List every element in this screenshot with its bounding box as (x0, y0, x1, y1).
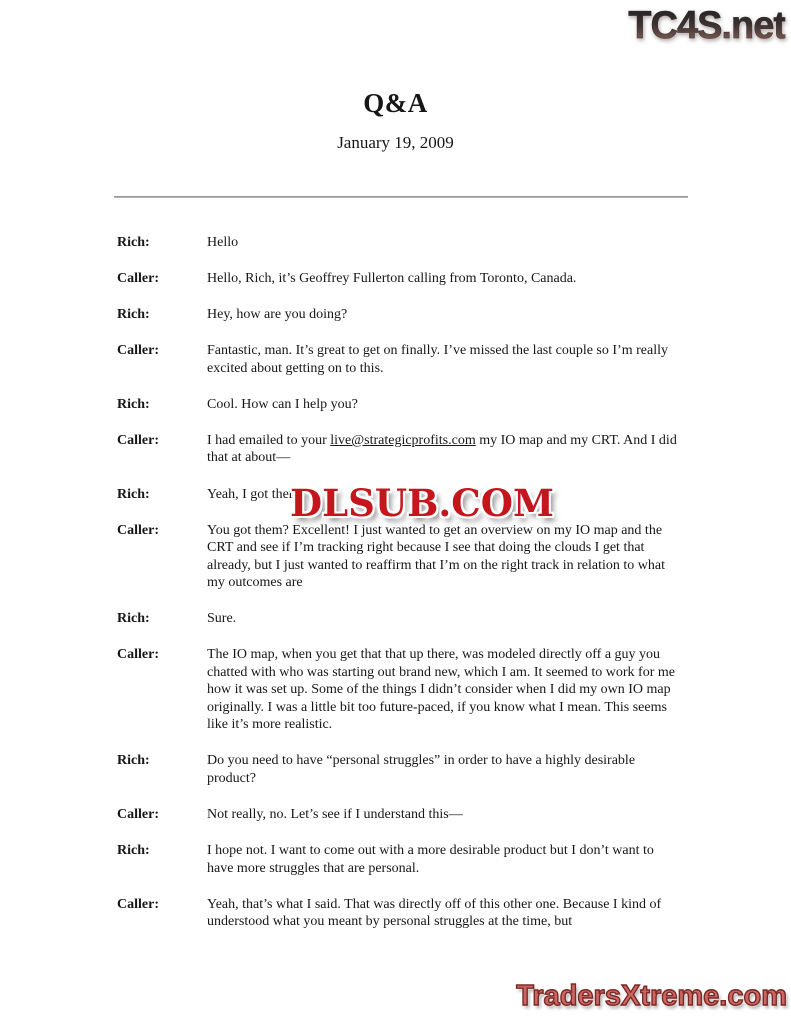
speaker-label: Caller: (117, 432, 159, 448)
dialogue-text-part: my IO map and my CRT. And I did that at about— (207, 432, 677, 466)
dlsub-watermark: DLSUB.COM (290, 481, 554, 525)
dialogue-row (117, 522, 677, 592)
speaker-label: Rich: (117, 307, 150, 323)
speaker-label: Rich: (117, 396, 150, 412)
dialogue-row (117, 806, 677, 824)
dialogue-row (117, 610, 677, 628)
speaker-label: Rich: (117, 753, 150, 769)
dialogue-list (117, 234, 677, 949)
speaker-label: Caller: (117, 522, 159, 538)
dialogue-text: Yeah, I got them. (207, 486, 304, 502)
dialogue-row (117, 306, 677, 324)
dialogue-text: Yeah, that’s what I said. That was directly off of this other one. Because I kind of understood what you meant by personal struggles at the time, but (207, 896, 662, 930)
tc4s-logo: TC4S.net (628, 4, 785, 48)
dialogue-text-part: I had emailed to your (207, 432, 331, 448)
dialogue-text: The IO map, when you get that that up there, was modeled directly off a guy you chatted with who was starting out brand new, which I am. It seemed to work for me how it was set up. Some of the things I didn’t consider when I did my own IO map originally. I was a little bit too future-paced, if you know what I mean. This seems like it’s more realistic. (207, 647, 675, 733)
email-link[interactable]: live@strategicprofits.com (330, 432, 476, 448)
speaker-label: Caller: (117, 271, 159, 287)
speaker-label: Caller: (117, 647, 159, 663)
dialogue-text: Not really, no. Let’s see if I understand this— (207, 807, 463, 823)
dialogue-text: Fantastic, man. It’s great to get on finally. I’ve missed the last couple so I’m really excited about getting on to this. (207, 343, 668, 376)
dialogue-text: I hope not. I want to come out with a more desirable product but I don’t want to have more struggles that are personal. (207, 843, 654, 876)
dialogue-text: Do you need to have “personal struggles” in order to have a highly desirable product? (207, 753, 636, 786)
page-date: January 19, 2009 (337, 133, 454, 152)
dialogue-row (117, 896, 677, 931)
dialogue-row (117, 234, 677, 252)
dialogue-text: You got them? Excellent! I just wanted to get an overview on my IO map and the CRT and see if I’m tracking right because I see that doing the clouds I get that already, but I just wanted to reaffirm that I’m on the right track in relation to what my outcomes are (207, 522, 665, 591)
dialogue-text: Hey, how are you doing? (207, 307, 348, 323)
speaker-label: Rich: (117, 235, 150, 250)
tradersxtreme-logo: TradersXtreme.com (516, 980, 787, 1012)
dialogue-row (117, 752, 677, 787)
dialogue-row (117, 646, 677, 734)
speaker-label: Caller: (117, 807, 159, 823)
dialogue-row (117, 432, 677, 467)
dialogue-text: Sure. (207, 611, 237, 627)
speaker-label: Rich: (117, 611, 150, 627)
horizontal-rule (114, 196, 688, 198)
dialogue-row (117, 842, 677, 877)
dialogue-text: Hello, Rich, it’s Geoffrey Fullerton calling from Toronto, Canada. (207, 271, 577, 287)
speaker-label: Rich: (117, 486, 150, 502)
dialogue-text: Cool. How can I help you? (207, 396, 358, 412)
dialogue-text (207, 432, 677, 467)
dialogue-row (117, 396, 677, 414)
speaker-label: Caller: (117, 896, 159, 912)
page-title: Q&A (363, 88, 428, 118)
dialogue-text: Hello (207, 235, 239, 250)
dialogue-row (117, 342, 677, 377)
speaker-label: Rich: (117, 843, 150, 859)
speaker-label: Caller: (117, 343, 159, 359)
dialogue-row (117, 270, 677, 288)
